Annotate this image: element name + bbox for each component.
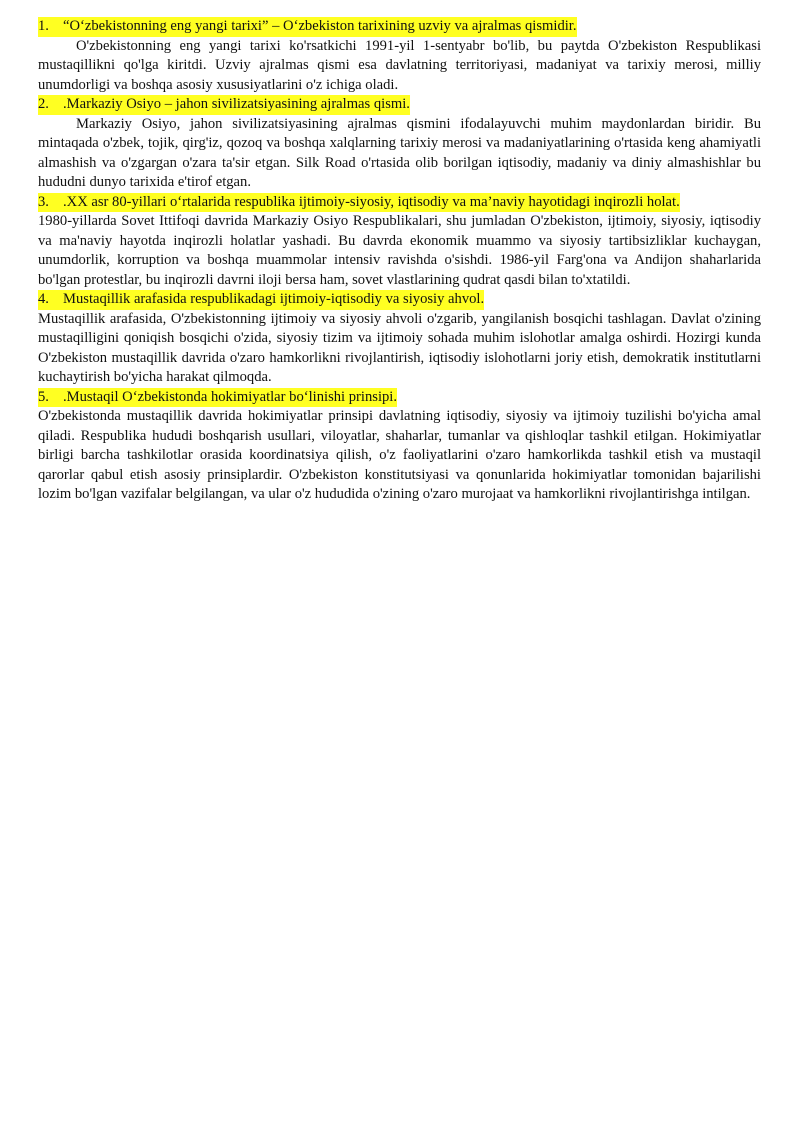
section-4-highlight <box>38 290 484 310</box>
section-2-heading <box>38 95 761 115</box>
section-3-number: 3. <box>38 193 49 210</box>
section-2-number: 2. <box>38 96 49 112</box>
section-1-highlight <box>38 17 577 37</box>
section-1-heading <box>38 17 761 37</box>
section-5-body: O'zbekistonda mustaqillik davrida hokimiyatlar prinsipi davlatning iqtisodiy, siyosiy va ijtimoiy tuzilishi bo'yicha amal qiladi. Respublika hududi boshqarish usullari, viloyatlar, shaharlar, tumanlar va qishloqlar tashkil etilgan. Hokimiyatlar birligi barcha tashkilotlar orasida koordinatsiya qilish, o'z faoliyatlarini o'zaro hamkorlikda tashkil etish va mustaqil qarorlar qabul etish asosiy prinsiplardir. O'zbekiston konstitutsiyasi va qonunlarida hokimiyatlar tomonidan bajarilishi lozim bo'lgan vazifalar belgilangan, va ular o'z hududida o'zining o'zaro murojaat va hamkorlikni rivojlantirishga intilgan. <box>38 408 761 502</box>
section-5-highlight <box>38 388 397 408</box>
section-4-number: 4. <box>38 291 49 307</box>
section-5-heading <box>38 388 761 408</box>
section-2-title: .Markaziy Osiyo – jahon sivilizatsiyasining ajralmas qismi. <box>63 96 410 112</box>
section-5-title: .Mustaqil O‘zbekistonda hokimiyatlar bo‘linishi prinsipi. <box>63 388 397 405</box>
section-3-title: .XX asr 80-yillari o‘rtalarida respublika ijtimoiy-siyosiy, iqtisodiy va ma’naviy hayotidagi inqirozli holat. <box>63 193 680 210</box>
section-2-highlight <box>38 95 410 115</box>
document-page <box>38 17 761 505</box>
section-4-title: Mustaqillik arafasida respublikadagi ijtimoiy-iqtisodiy va siyosiy ahvol. <box>63 291 485 307</box>
section-2-body: Markaziy Osiyo, jahon sivilizatsiyasining ajralmas qismini ifodalayuvchi muhim maydonlardan biridir. Bu mintaqada o'zbek, tojik, qirg'iz, qozoq va boshqa xalqlarning tarixiy merosi va madaniyatlarining o'rtasida keng ahamiyatli almashish va o'zgargan o'zara ta'sir etgan. Silk Road o'rtasida olib borilgan iqtisodiy, madaniy va diniy almashishlar bu hududni dunyo tarixida e'tirof etgan. <box>38 115 761 190</box>
section-3-highlight <box>38 193 680 213</box>
section-4-body: Mustaqillik arafasida, O'zbekistonning ijtimoiy va siyosiy ahvoli o'zgarib, yangilanish bosqichi tashlagan. Davlat o'zining mustaqilligini qoniqish bosqichi o'zida, siyosiy tizim va ijtimoiy sohada muhim islohotlar amalga oshirdi. Hozirgi kunda O'zbekiston mustaqillik davrida o'zaro hamkorlikni rivojlantirish, iqtisodiy islohotlarni joriy etish, demokratik institutlarni kuchaytirish bo'yicha harakat qilmoqda. <box>38 310 761 385</box>
section-4-heading <box>38 290 761 310</box>
section-1-title: “O‘zbekistonning eng yangi tarixi” – O‘zbekiston tarixining uzviy va ajralmas qismidir. <box>63 18 577 34</box>
section-1-body: O'zbekistonning eng yangi tarixi ko'rsatkichi 1991-yil 1-sentyabr bo'lib, bu paytda O'zbekiston Respublikasi mustaqillikni qo'lga kiritdi. Uzviy ajralmas qismi esa davlatning territoriyasi, madaniyat va tarixiy merosi, milliy unumdorligi va boshqa asosiy xususiyatlarini o'z ichiga oladi. <box>38 37 761 93</box>
section-5-number: 5. <box>38 388 49 405</box>
section-3-body: 1980-yillarda Sovet Ittifoqi davrida Markaziy Osiyo Respublikalari, shu jumladan O'zbekiston, ijtimoiy, siyosiy, iqtisodiy va ma'naviy hayotda inqirozli holatlar yashadi. Bu davrda ekonomik muammo va siyosiy tartibsizliklar kuchaygan, unumdorlik, korruption va boshqa muammolar intensiv ravishda o'sishdi. 1986-yil Farg'ona va Andijon shaharlarida bo'lgan protestlar, bu inqirozli davrni iloji bersa ham, sovet vlastlarining qudrat qasdi bilan to'xtatildi. <box>38 213 761 288</box>
section-1-number: 1. <box>38 18 49 34</box>
section-3-heading <box>38 193 761 213</box>
